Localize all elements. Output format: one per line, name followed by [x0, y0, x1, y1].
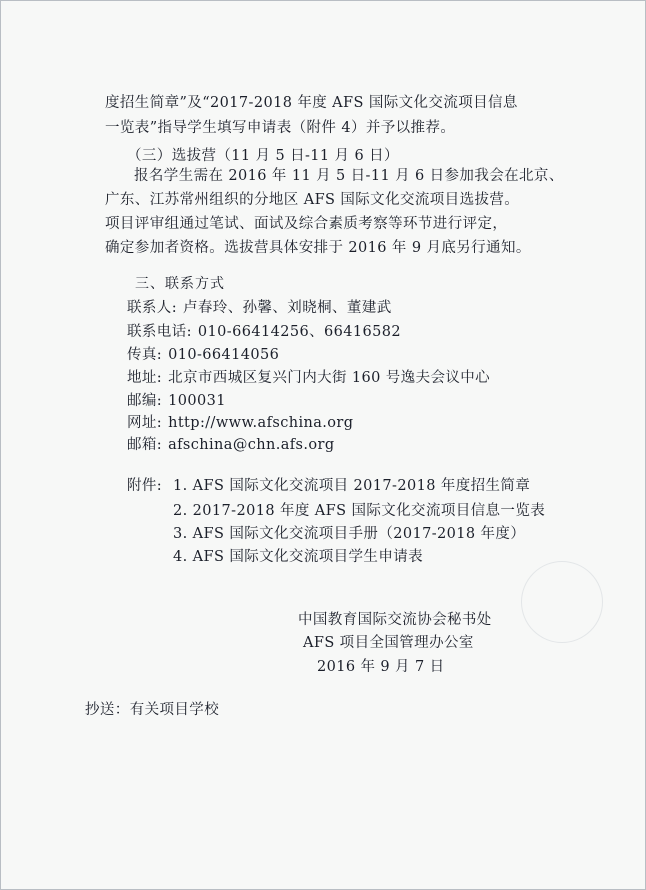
signature-org-2: AFS 项目全国管理办公室	[303, 635, 474, 651]
signature-org-1: 中国教育国际交流协会秘书处	[298, 612, 492, 628]
contact-phone-row	[127, 320, 401, 341]
contact-heading: 三、联系方式	[135, 276, 225, 292]
paragraph-line-2: 一览表”指导学生填写申请表（附件 4）并予以推荐。	[105, 120, 456, 136]
contact-email-row	[127, 433, 335, 454]
selection-camp-line-2: 广东、江苏常州组织的分地区 AFS 国际文化交流项目选拔营。	[105, 192, 520, 208]
selection-camp-line-4: 确定参加者资格。选拔营具体安排于 2016 年 9 月底另行通知。	[105, 240, 531, 256]
contact-email-value: afschina@chn.afs.org	[168, 437, 335, 453]
cc-line: 抄送：有关项目学校	[85, 702, 220, 718]
contact-person-label: 联系人:	[127, 300, 177, 316]
attachment-item-1: 1. AFS 国际文化交流项目 2017-2018 年度招生简章	[173, 478, 531, 494]
contact-phone-value: 010-66414256、66416582	[197, 324, 401, 340]
contact-postcode-value: 100031	[168, 393, 226, 409]
selection-camp-line-1: 报名学生需在 2016 年 11 月 5 日-11 月 6 日参加我会在北京、	[134, 168, 564, 184]
contact-fax-value: 010-66414056	[168, 347, 280, 363]
paragraph-line-1: 度招生简章”及“2017-2018 年度 AFS 国际文化交流项目信息	[105, 95, 518, 111]
faint-seal	[521, 561, 603, 643]
contact-phone-label: 联系电话:	[127, 324, 192, 340]
contact-address-label: 地址:	[127, 370, 163, 386]
contact-fax-row	[127, 343, 279, 364]
signature-date: 2016 年 9 月 7 日	[317, 659, 445, 675]
contact-postcode-row	[127, 389, 226, 410]
attachments-label: 附件:	[127, 478, 163, 494]
contact-website-row	[127, 411, 353, 432]
contact-website-value: http://www.afschina.org	[168, 415, 354, 431]
contact-address-value: 北京市西城区复兴门内大街 160 号逸夫会议中心	[168, 370, 491, 386]
selection-camp-line-3: 项目评审组通过笔试、面试及综合素质考察等环节进行评定，	[105, 216, 508, 232]
contact-person-value: 卢春玲、孙馨、刘晓桐、董建武	[183, 300, 392, 316]
contact-website-label: 网址:	[127, 415, 163, 431]
contact-person-row	[127, 296, 392, 317]
contact-fax-label: 传真:	[127, 347, 163, 363]
contact-email-label: 邮箱:	[127, 437, 163, 453]
attachment-item-3: 3. AFS 国际文化交流项目手册（2017-2018 年度）	[173, 526, 526, 542]
attachment-item-4: 4. AFS 国际文化交流项目学生申请表	[173, 549, 424, 565]
show-through-text	[31, 31, 43, 48]
contact-postcode-label: 邮编:	[127, 393, 163, 409]
selection-camp-heading: （三）选拔营（11 月 5 日-11 月 6 日）	[127, 148, 399, 164]
attachment-item-2: 2. 2017-2018 年度 AFS 国际文化交流项目信息一览表	[173, 503, 546, 519]
contact-address-row	[127, 366, 490, 387]
